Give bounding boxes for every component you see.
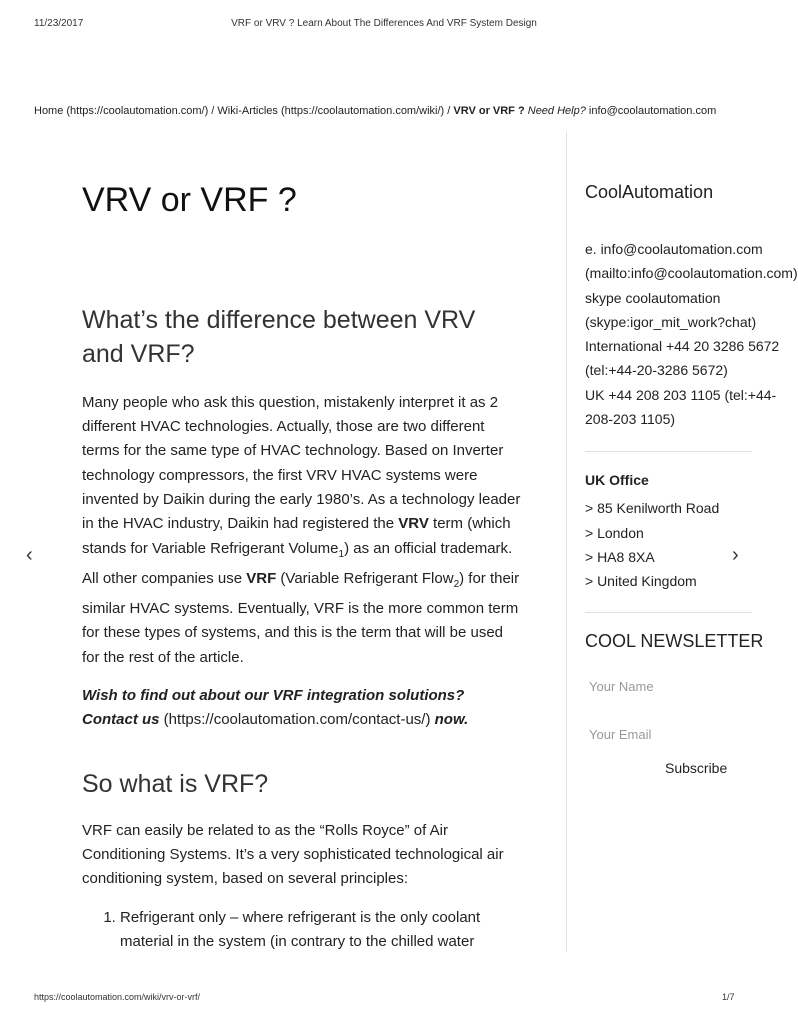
footnote-ref-2: 2 (453, 578, 460, 590)
print-page-number: 1/7 (722, 992, 735, 1002)
office-heading: UK Office (585, 472, 649, 489)
breadcrumb-separator: / (208, 105, 218, 117)
paragraph-what-is-vrf: VRF can easily be related to as the “Rolls Royce” of Air Conditioning Systems. It’s a very sophisticated technological air conditioning system, based on several principles: (82, 821, 504, 888)
breadcrumb-wiki[interactable]: Wiki-Articles (https://coolautomation.com/wiki/) (217, 105, 445, 117)
sidebar-company-title: CoolAutomation (585, 182, 714, 202)
sidebar (585, 182, 798, 776)
help-label: Need Help? (527, 105, 586, 117)
name-input[interactable]: Your Name (589, 678, 654, 694)
contact-cta (82, 684, 522, 733)
contact-uk-phone-link[interactable]: 208-203 1105) (585, 411, 676, 428)
section-heading-what-is-vrf: So what is VRF? (82, 769, 269, 798)
contact-intl-phone: International +44 20 3286 5672 (585, 338, 780, 355)
contact-email: e. info@coolautomation.com (585, 241, 763, 257)
newsletter-heading: COOL NEWSLETTER (585, 630, 764, 651)
chevron-right-icon[interactable]: › (732, 544, 739, 566)
office-address (585, 496, 768, 593)
term-vrf: VRF (246, 569, 277, 587)
print-footer-url: https://coolautomation.com/wiki/vrv-or-vrf/ (34, 992, 201, 1002)
address-line: > 85 Kenilworth Road (585, 500, 720, 517)
contact-email-link[interactable]: (mailto:info@coolautomation.com) (585, 265, 798, 282)
column-divider (566, 132, 567, 952)
contact-skype: skype coolautomation (585, 289, 721, 306)
sidebar-separator (585, 451, 752, 452)
breadcrumb-separator: / (444, 105, 454, 117)
term-vrv: VRV (398, 515, 429, 533)
page-title: VRV or VRF ? (82, 181, 297, 219)
address-line: > London (585, 524, 644, 541)
article (82, 180, 522, 954)
contact-skype-link[interactable]: (skype:igor_mit_work?chat) (585, 313, 757, 330)
address-line: > United Kingdom (585, 573, 697, 590)
email-input[interactable]: Your Email (589, 726, 652, 742)
print-title: VRF or VRV ? Learn About The Differences And VRF System Design (231, 18, 537, 29)
principles-list (82, 906, 522, 955)
breadcrumb-current: VRV or VRF ? (453, 105, 525, 117)
breadcrumb (34, 105, 754, 117)
contact-uk-phone[interactable]: UK +44 208 203 1105 (tel:+44- (585, 386, 777, 403)
list-item: 1. Refrigerant only – where refrigerant is the only coolant material in the system (in contrary to the chilled water (120, 906, 522, 955)
contact-us-link[interactable]: (https://coolautomation.com/contact-us/) (159, 711, 435, 729)
address-line: > HA8 8XA (585, 548, 655, 565)
section-heading-difference: What’s the difference between VRV and VRF? (82, 305, 476, 368)
sidebar-separator (585, 612, 752, 613)
cta-text: Wish to find out about our VRF integration solutions? Contact us (82, 687, 465, 729)
breadcrumb-home[interactable]: Home (https://coolautomation.com/) (34, 105, 209, 117)
help-email-link[interactable]: info@coolautomation.com (588, 105, 717, 117)
chevron-left-icon[interactable]: ‹ (26, 544, 33, 566)
print-date: 11/23/2017 (34, 18, 84, 29)
paragraph-intro: Many people who ask this question, mistakenly interpret it as 2 different HVAC technologies. Actually, those are two different terms for the same type of HVAC technology. Based on Inverter technology compressors, the first VRV HVAC systems were invented by Daikin during the early 1980’s. As a technology leader in the HVAC industry, Daikin had registered the VRV term (which stands for Variable Refrigerant Volume$_1$) as an official trademark. All other companies use VRF (Variable Refrigerant Flow$_2$) for their similar HVAC systems. Eventually, VRF is the more common term for these types of systems, and this is the term that will be used for the rest of the article. (82, 393, 521, 666)
cta-now: now. (434, 711, 469, 729)
subscribe-button[interactable]: Subscribe (665, 759, 728, 776)
contact-info (585, 237, 798, 431)
footnote-ref-1: 1 (338, 548, 345, 560)
contact-intl-phone-link[interactable]: (tel:+44-20-3286 5672) (585, 362, 728, 379)
